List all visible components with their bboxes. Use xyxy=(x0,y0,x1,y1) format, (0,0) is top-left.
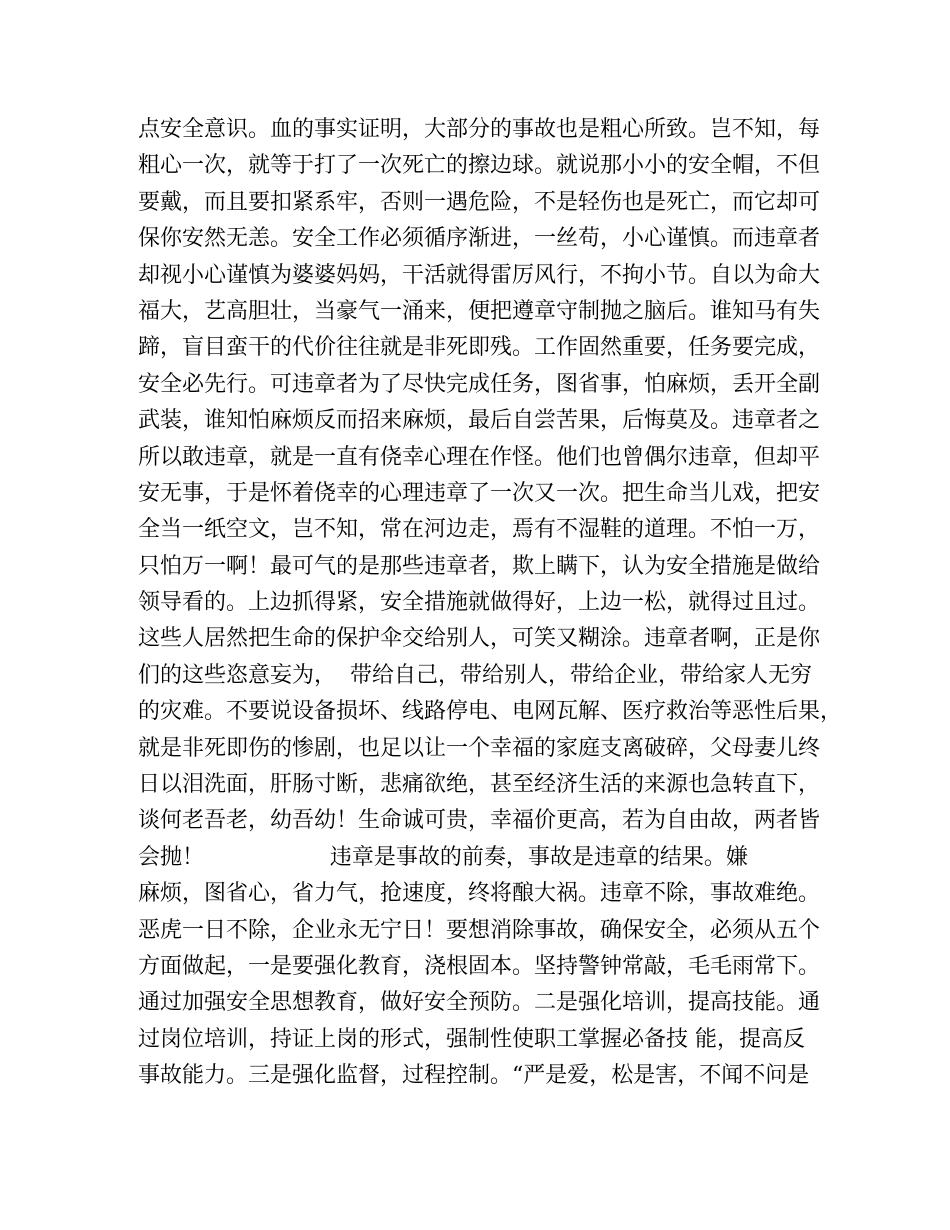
text-line: 们的这些恣意妄为， 带给自己，带给别人，带给企业，带给家人无穷 xyxy=(138,662,812,688)
text-line: 过岗位培训，持证上岗的形式，强制性使职工掌握必备技 能，提高反 xyxy=(138,1026,805,1052)
text-line: 会抛！ 违章是事故的前奏，事故是违章的结果。嫌 xyxy=(138,844,748,870)
text-line: 麻烦，图省心，省力气，抢速度，终将酿大祸。违章不除，事故难绝。 xyxy=(138,881,821,907)
text-line: 却视小心谨慎为婆婆妈妈，干活就得雷厉风行，不拘小节。自以为命大 xyxy=(138,262,821,288)
text-line: 所以敢违章，就是一直有侥幸心理在作怪。他们也曾偶尔违章，但却平 xyxy=(138,444,821,470)
text-line: 这些人居然把生命的保护伞交给别人，可笑又糊涂。违章者啊，正是你 xyxy=(138,626,821,652)
text-line: 通过加强安全思想教育，做好安全预防。二是强化培训，提高技能。通 xyxy=(138,990,821,1016)
text-line: 方面做起，一是要强化教育，浇根固本。坚持警钟常敲，毛毛雨常下。 xyxy=(138,953,821,979)
text-line: 谈何老吾老，幼吾幼！生命诚可贵，幸福价更高，若为自由故，两者皆 xyxy=(138,808,821,834)
text-line: 事故能力。三是强化监督，过程控制。“严是爱，松是害，不闻不问是 xyxy=(138,1063,810,1089)
body-text xyxy=(138,112,843,1095)
text-line: 全当一纸空文，岂不知，常在河边走，焉有不湿鞋的道理。不怕一万， xyxy=(138,517,821,543)
text-line: 日以泪洗面，肝肠寸断，悲痛欲绝，甚至经济生活的来源也急转直下， xyxy=(138,772,821,798)
text-line: 安全必先行。可违章者为了尽快完成任务，图省事，怕麻烦，丢开全副 xyxy=(138,371,821,397)
text-line: 领导看的。上边抓得紧，安全措施就做得好，上边一松，就得过且过。 xyxy=(138,590,821,616)
text-line: 武装，谁知怕麻烦反而招来麻烦，最后自尝苦果，后悔莫及。违章者之 xyxy=(138,408,821,434)
text-line: 安无事，于是怀着侥幸的心理违章了一次又一次。把生命当儿戏，把安 xyxy=(138,480,821,506)
text-line: 福大，艺高胆壮，当豪气一涌来，便把遵章守制抛之脑后。谁知马有失 xyxy=(138,298,821,324)
text-line: 的灾难。不要说设备损坏、线路停电、电网瓦解、医疗救治等恶性后果， xyxy=(138,699,843,725)
text-line: 粗心一次，就等于打了一次死亡的擦边球。就说那小小的安全帽，不但 xyxy=(138,153,821,179)
text-line: 蹄，盲目蛮干的代价往往就是非死即残。工作固然重要，任务要完成， xyxy=(138,335,821,361)
text-line: 恶虎一日不除，企业永无宁日！要想消除事故，确保安全，必须从五个 xyxy=(138,917,821,943)
text-line: 要戴，而且要扣紧系牢，否则一遇危险，不是轻伤也是死亡，而它却可 xyxy=(138,189,821,215)
text-line: 点安全意识。血的事实证明，大部分的事故也是粗心所致。岂不知，每 xyxy=(138,117,821,142)
text-line: 只怕万一啊！最可气的是那些违章者，欺上瞒下，认为安全措施是做给 xyxy=(138,553,821,579)
text-line: 保你安然无恙。安全工作必须循序渐进，一丝苟，小心谨慎。而违章者 xyxy=(138,226,821,252)
text-line: 就是非死即伤的惨剧，也足以让一个幸福的家庭支离破碎，父母妻儿终 xyxy=(138,735,821,761)
